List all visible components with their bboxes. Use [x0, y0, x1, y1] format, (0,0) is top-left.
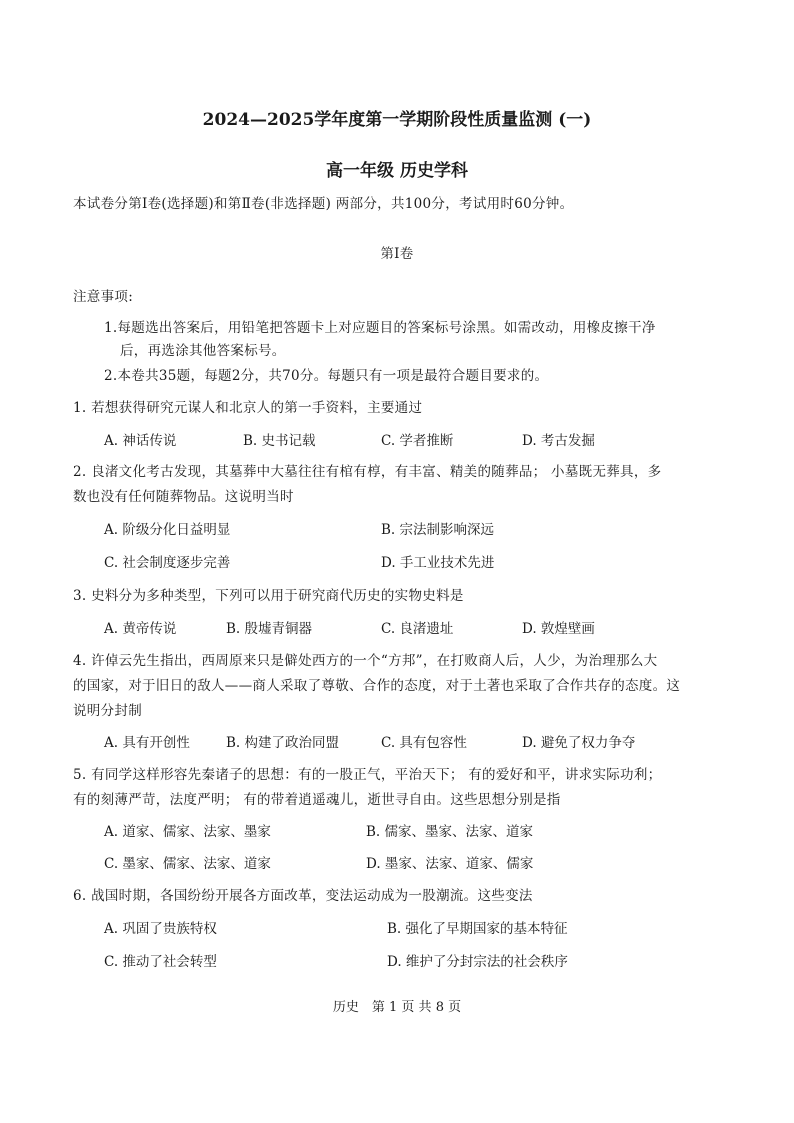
option-b: B. 构建了政治同盟	[226, 735, 340, 751]
option-c: C. 良渚遗址	[381, 621, 454, 637]
option-b: B. 强化了早期国家的基本特征	[387, 921, 568, 937]
option-b: B. 史书记载	[243, 433, 316, 449]
question-stem: 4. 许倬云先生指出，西周原来只是僻处西方的一个“方邦”，在打败商人后，人少，为治理那么大	[73, 653, 658, 669]
option-d: D. 墨家、法家、道家、儒家	[366, 856, 534, 872]
question-stem: 2. 良渚文化考古发现，其墓葬中大墓往往有棺有椁，有丰富、精美的随葬品； 小墓既无葬具，多	[73, 464, 662, 480]
option-d: D. 敦煌壁画	[522, 621, 595, 637]
exam-intro: 本试卷分第Ⅰ卷(选择题)和第Ⅱ卷(非选择题) 两部分，共100分，考试用时60分钟。	[73, 196, 574, 212]
notice-item-1-cont: 后，再选涂其他答案标号。	[120, 343, 286, 359]
notice-item-2: 2.本卷共35题，每题2分，共70分。每题只有一项是最符合题目要求的。	[104, 368, 549, 384]
option-a: A. 阶级分化日益明显	[104, 522, 231, 538]
question-stem-cont: 的国家，对于旧日的敌人——商人采取了尊敬、合作的态度，对于土著也采取了合作共存的态度。这	[73, 678, 681, 694]
question-stem-cont: 数也没有任何随葬物品。这说明当时	[73, 489, 294, 505]
question-stem-cont: 说明分封制	[73, 703, 142, 719]
option-b: B. 宗法制影响深远	[381, 522, 495, 538]
section-label: 第Ⅰ卷	[380, 246, 414, 262]
option-d: D. 考古发掘	[522, 433, 595, 449]
option-a: A. 具有开创性	[104, 735, 190, 751]
question-stem: 3. 史料分为多种类型，下列可以用于研究商代历史的实物史料是	[73, 588, 464, 604]
page-footer: 历史 第 1 页 共 8 页	[332, 1000, 462, 1015]
question-stem: 6. 战国时期，各国纷纷开展各方面改革，变法运动成为一股潮流。这些变法	[73, 888, 533, 904]
option-a: A. 黄帝传说	[104, 621, 177, 637]
notice-item-1: 1.每题选出答案后，用铅笔把答题卡上对应题目的答案标号涂黑。如需改动，用橡皮擦干净	[104, 320, 656, 336]
option-c: C. 具有包容性	[381, 735, 467, 751]
question-stem: 1. 若想获得研究元谋人和北京人的第一手资料，主要通过	[73, 400, 423, 416]
question-stem: 5. 有同学这样形容先秦诸子的思想：有的一股正气，平治天下； 有的爱好和平，讲求实际功利；	[73, 767, 662, 783]
option-a: A. 神话传说	[104, 433, 177, 449]
option-d: D. 维护了分封宗法的社会秩序	[387, 954, 568, 970]
question-stem-cont: 有的刻薄严苛，法度严明； 有的带着逍遥魂儿，逝世寻自由。这些思想分别是指	[73, 792, 561, 808]
notice-title: 注意事项:	[73, 289, 134, 305]
option-c: C. 社会制度逐步完善	[104, 555, 231, 571]
option-c: C. 墨家、儒家、法家、道家	[104, 856, 271, 872]
option-b: B. 殷墟青铜器	[226, 621, 313, 637]
option-a: A. 道家、儒家、法家、墨家	[104, 824, 271, 840]
option-d: D. 手工业技术先进	[381, 555, 495, 571]
option-a: A. 巩固了贵族特权	[104, 921, 217, 937]
option-d: D. 避免了权力争夺	[522, 735, 636, 751]
option-c: C. 推动了社会转型	[104, 954, 217, 970]
exam-subtitle: 高一年级 历史学科	[326, 161, 468, 181]
exam-title: 2024—2025学年度第一学期阶段性质量监测 (一)	[202, 110, 592, 130]
option-c: C. 学者推断	[381, 433, 454, 449]
option-b: B. 儒家、墨家、法家、道家	[366, 824, 534, 840]
